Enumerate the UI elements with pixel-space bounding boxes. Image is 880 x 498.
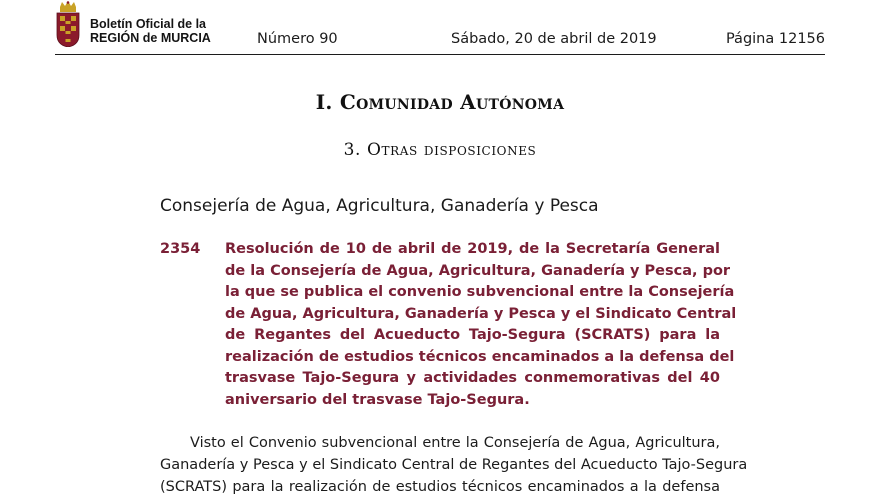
resolution-title-line: de Regantes del Acueducto Tajo-Segura (SCRATS) para la [225, 327, 720, 343]
department-name: Consejería de Agua, Agricultura, Ganadería y Pesca [160, 196, 599, 216]
resolution-title-line: Resolución de 10 de abril de 2019, de la Secretaría General [225, 241, 720, 257]
issue-number: Número 90 [257, 31, 338, 47]
resolution-title-line: de Agua, Agricultura, Ganadería y Pesca y el Sindicato Central [225, 305, 737, 322]
resolution-title-line: trasvase Tajo-Segura y actividades conmemorativas del 40 [225, 370, 720, 386]
resolution-title [225, 239, 737, 411]
resolution-title-line: de la Consejería de Agua, Agricultura, Ganadería y Pesca, por [225, 262, 731, 279]
page-number: Página 12156 [725, 31, 825, 47]
resolution-title-line: realización de estudios técnicos encaminados a la defensa del [225, 348, 735, 365]
body-line: Visto el Convenio subvencional entre la Consejería de Agua, Agricultura, [190, 435, 720, 451]
section-title: I. Comunidad Autónoma [315, 90, 565, 114]
resolution-title-line: la que se publica el convenio subvencional entre la Consejería [225, 284, 735, 300]
body-paragraph [160, 432, 748, 498]
body-line: (SCRATS) para la realización de estudios técnicos encaminados a la defensa [160, 479, 720, 495]
body-line: Ganadería y Pesca y el Sindicato Central de Regantes del Acueducto Tajo-Segura [160, 457, 748, 473]
publication-name-line1: Boletín Oficial de la [90, 17, 206, 31]
resolution-number: 2354 [160, 241, 201, 257]
section-subtitle: 3. Otras disposiciones [343, 140, 537, 160]
region-murcia-crest-icon [55, 1, 81, 47]
issue-date: Sábado, 20 de abril de 2019 [451, 31, 657, 47]
publication-name-line2: REGIÓN de MURCIA [90, 31, 211, 45]
header-divider [55, 54, 825, 55]
resolution-title-line: aniversario del trasvase Tajo-Segura. [225, 391, 530, 408]
